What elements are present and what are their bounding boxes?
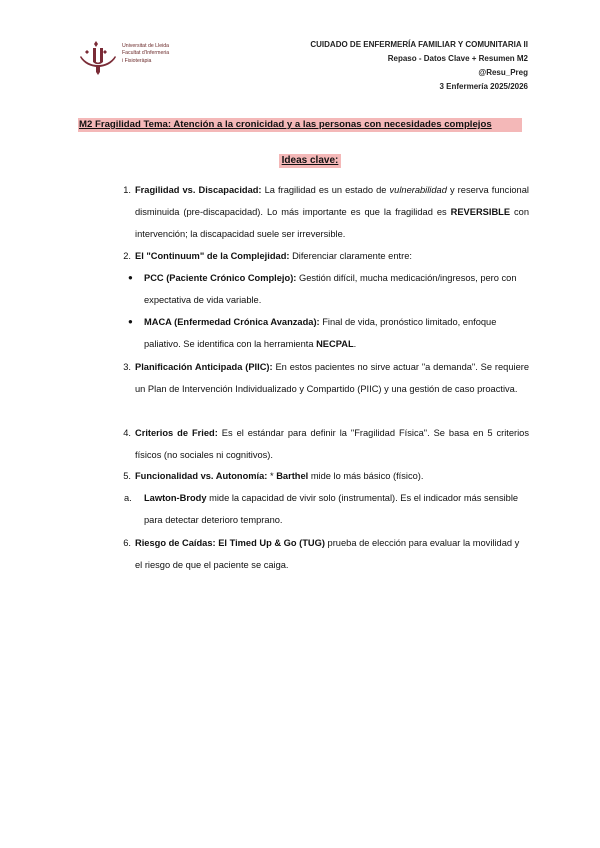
item-lead: MACA (Enfermedad Crónica Avanzada): [144,317,320,327]
list-number: 2. [123,251,131,261]
item-text: y reserva funcional disminuida (pre-discapacidad). Lo más importante es que la fragilidad es [135,185,529,217]
bullet-icon: ● [128,273,133,282]
item-strong: NECPAL [316,339,354,349]
item-strong: El Timed Up & Go (TUG) [218,538,325,548]
sub-list-item [144,487,532,531]
item-strong: REVERSIBLE [450,207,511,217]
page-header [310,38,528,94]
university-logo [78,40,198,80]
sub-list-letter: a. [124,493,132,503]
list-number: 4. [123,428,131,438]
item-emphasis: vulnerabilidad [389,185,447,195]
logo-line: Universitat de Lleida [122,43,170,49]
item-text: Final de vida, pronóstico limitado, enfoque paliativo. Se identifica con la herramienta [144,317,497,349]
item-text: mide la capacidad de vivir solo (instrumental). Es el indicador más sensible para detectar deterioro temprano. [144,493,519,525]
item-lead: Riesgo de Caídas: [135,538,216,548]
item-lead: Lawton-Brody [144,493,207,503]
item-text: prueba de elección para evaluar la movilidad y el riesgo de que el paciente se caiga. [135,538,520,570]
list-number: 1. [123,185,131,195]
item-lead: Criterios de Fried: [135,428,218,438]
item-text: . [353,339,357,349]
item-text: * [267,471,277,481]
list-item [135,465,529,487]
list-number: 3. [123,362,131,372]
item-text: Gestión difícil, mucha medicación/ingresos, pero con expectativa de vida variable. [144,273,517,305]
author-handle: @Resu_Preg [478,68,528,77]
item-text: Diferenciar claramente entre: [289,251,412,261]
list-item [135,245,529,267]
list-number: 6. [123,538,131,548]
item-lead: El "Continuum" de la Complejidad: [135,251,290,261]
list-number: 5. [123,471,131,481]
bullet-icon: ● [128,317,133,326]
ideas-heading: Ideas clave: [281,155,339,166]
item-lead: Planificación Anticipada (PIIC): [135,362,273,372]
item-strong: Barthel [276,471,309,481]
logo-line: i Fisioteràpia [122,57,152,64]
logo-line: Facultat d'Infermeria [122,50,170,57]
list-item [135,179,529,245]
sub-list-item [144,267,532,311]
item-text: mide lo más básico (físico). [308,471,424,481]
header-subtitle: Repaso - Datos Clave + Resumen M2 [387,54,528,63]
item-lead: Funcionalidad vs. Autonomía: [135,471,268,481]
list-item [135,422,529,466]
university-crest-icon [78,40,118,76]
item-lead: Fragilidad vs. Discapacidad: [135,185,262,195]
course-name: CUIDADO DE ENFERMERÍA FAMILIAR Y COMUNITARIA II [310,40,528,49]
item-text: La fragilidad es un estado de [261,185,390,195]
item-text: con intervención; la discapacidad suele ser irreversible. [135,207,530,239]
academic-year: 3 Enfermería 2025/2026 [439,82,528,91]
page-title: M2 Fragilidad Tema: Atención a la cronicidad y a las personas con necesidades complejos [79,119,492,130]
item-text: En estos pacientes no sirve actuar "a demanda". Se requiere un Plan de Intervención Individualizado y Compartido (PIIC) y una gestión de caso proactiva. [135,362,530,394]
item-lead: PCC (Paciente Crónico Complejo): [144,273,297,283]
list-item [135,532,529,576]
logo-text [122,43,169,65]
sub-list-item [144,311,532,355]
item-text: Es el estándar para definir la "Fragilidad Física". Se basa en 5 criterios físicos (no sociales ni cognitivos). [135,428,529,460]
list-item [135,356,529,400]
